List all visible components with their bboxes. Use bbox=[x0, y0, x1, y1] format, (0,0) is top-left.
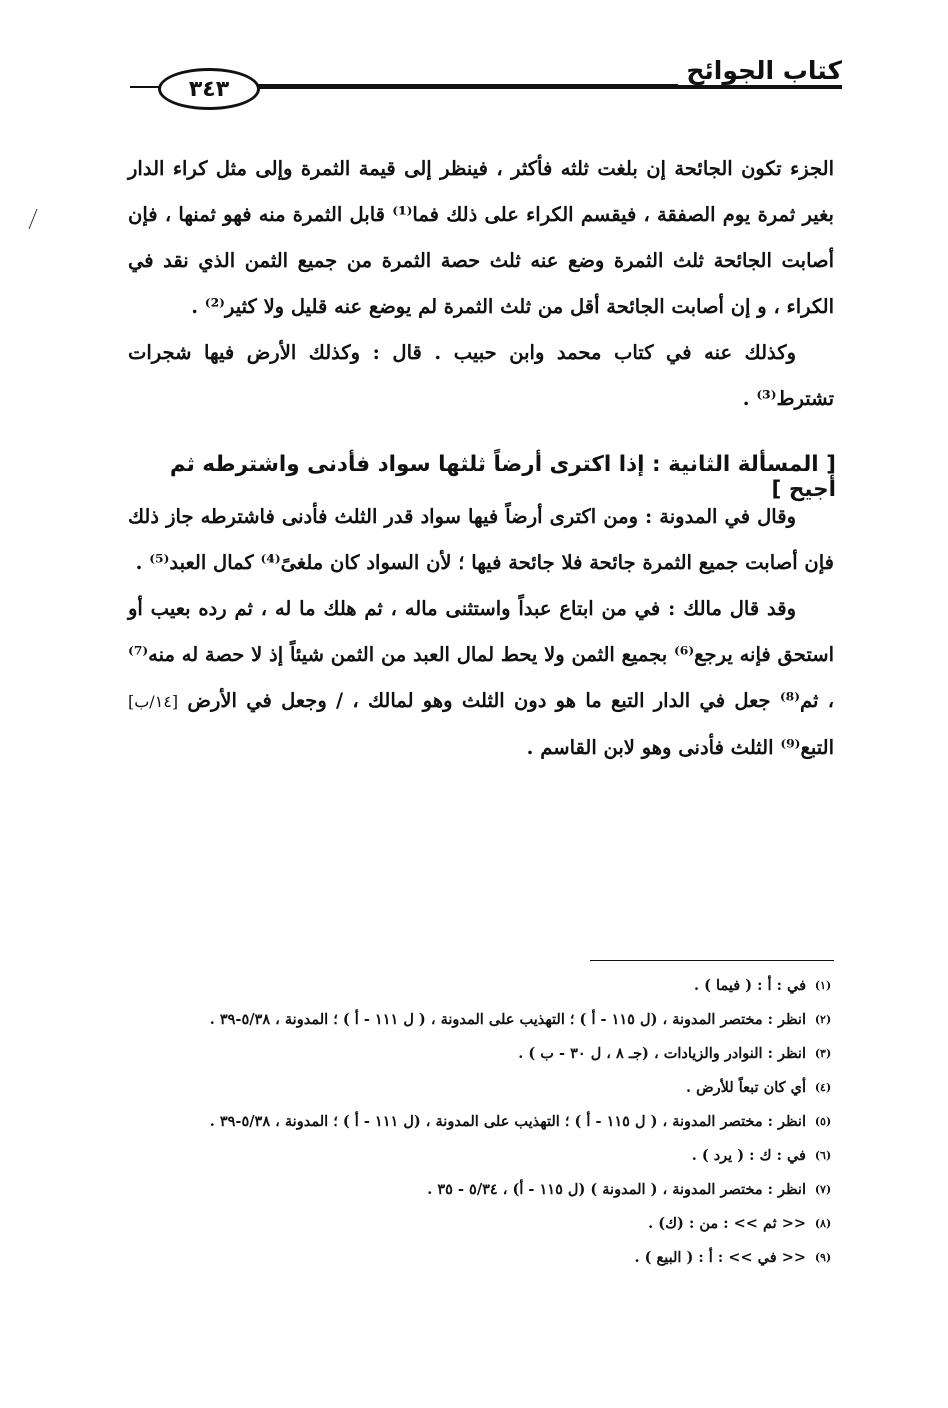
footnote-text: في : ك : ( يرد ) . bbox=[691, 1146, 806, 1164]
footnote-text: انظر : النوادر والزيادات ، (جـ ٨ ، ل ٣٠ - ب ) . bbox=[518, 1044, 806, 1062]
footnote-number: (٥) bbox=[814, 1114, 832, 1128]
footnote-text: << ثم >> : من : (ك) . bbox=[648, 1214, 806, 1232]
footnote-text: أي كان تبعاً للأرض . bbox=[685, 1078, 806, 1096]
footnote-number: (٢) bbox=[814, 1012, 832, 1026]
paragraph-text: وقد قال مالك : في من ابتاع عبداً واستثنى ماله ، ثم هلك ما له ، ثم رده بعيب أو استحق فإنه يرجع⁽⁶⁾ بجميع الثمن ولا يحط لمال العبد من الثمن شيئاً إذ لا حصة له منه⁽⁷⁾ ، ثم⁽⁸⁾ جعل في الدار التبع ما هو دون الثلث وهو لمالك ، / وجعل في الأرض bbox=[128, 597, 834, 712]
footnotes bbox=[120, 968, 840, 1274]
page-number: ٣٤٣ bbox=[158, 68, 260, 110]
footnote-text: انظر : مختصر المدونة ، ( المدونة ) (ل ١١٥ - أ) ، ٥/٣٤ - ٣٥ . bbox=[427, 1180, 806, 1198]
margin-pen-stroke bbox=[28, 208, 38, 230]
footnote bbox=[120, 1002, 840, 1036]
section-heading: [ المسألة الثانية : إذا اكترى أرضاً ثلثها سواد فأدنى واشترطه ثم أجيح ] bbox=[169, 452, 836, 502]
page-header bbox=[130, 56, 842, 106]
footnote bbox=[120, 1104, 840, 1138]
manuscript-folio-marker: [١٤/ب] bbox=[128, 692, 179, 711]
main-text-bottom bbox=[128, 494, 834, 771]
footnote bbox=[120, 1240, 840, 1274]
book-title: كتاب الجوائح bbox=[678, 56, 842, 85]
footnote-text: << في >> : أ : ( البيع ) . bbox=[634, 1248, 806, 1266]
footnote bbox=[120, 1206, 840, 1240]
footnote-text: انظر : مختصر المدونة ، (ل ١١٥ - أ ) ؛ التهذيب على المدونة ، ( ل ١١١ - أ ) ؛ المدونة ، ٥/٣٨-٣٩ . bbox=[209, 1010, 806, 1028]
paragraph bbox=[128, 586, 834, 771]
main-text-top bbox=[128, 146, 834, 422]
paragraph: الجزء تكون الجائحة إن بلغت ثلثه فأكثر ، فينظر إلى قيمة الثمرة وإلى مثل كراء الدار بغير ثمرة يوم الصفقة ، فيقسم الكراء على ذلك فما⁽¹⁾ قابل الثمرة منه فهو ثمنها ، فإن أصابت الجائحة ثلث الثمرة وضع عنه ثلث حصة الثمرة من جميع الثمن الذي نقد في الكراء ، و إن أصابت الجائحة أقل من ثلث الثمرة لم يوضع عنه قليل ولا كثير⁽²⁾ . bbox=[128, 157, 834, 318]
paragraph: وقال في المدونة : ومن اكترى أرضاً فيها سواد قدر الثلث فأدنى فاشترطه جاز ذلك فإن أصابت جميع الثمرة جائحة فلا جائحة فيها ؛ لأن السواد كان ملغىً⁽⁴⁾ كمال العبد⁽⁵⁾ . bbox=[128, 505, 834, 574]
footnote-separator bbox=[590, 960, 834, 961]
footnote bbox=[120, 1138, 840, 1172]
footnote bbox=[120, 1172, 840, 1206]
footnote-number: (٣) bbox=[814, 1046, 832, 1060]
footnote bbox=[120, 968, 840, 1002]
footnote-number: (٦) bbox=[814, 1148, 832, 1162]
paragraph-text: التبع⁽⁹⁾ الثلث فأدنى وهو لابن القاسم . bbox=[526, 736, 834, 759]
footnote-number: (٧) bbox=[814, 1182, 832, 1196]
footnote bbox=[120, 1036, 840, 1070]
footnote-number: (١) bbox=[814, 978, 832, 992]
footnote-text: في : أ : ( فيما ) . bbox=[694, 976, 806, 994]
footnote-text: انظر : مختصر المدونة ، ( ل ١١٥ - أ ) ؛ التهذيب على المدونة ، (ل ١١١ - أ ) ؛ المدونة ، ٥/٣٨-٣٩ . bbox=[209, 1112, 806, 1130]
footnote-number: (٩) bbox=[814, 1250, 832, 1264]
paragraph: وكذلك عنه في كتاب محمد وابن حبيب . قال : وكذلك الأرض فيها شجرات تشترط⁽³⁾ . bbox=[128, 341, 834, 410]
footnote-number: (٤) bbox=[814, 1080, 832, 1094]
footnote bbox=[120, 1070, 840, 1104]
footnote-number: (٨) bbox=[814, 1216, 832, 1230]
